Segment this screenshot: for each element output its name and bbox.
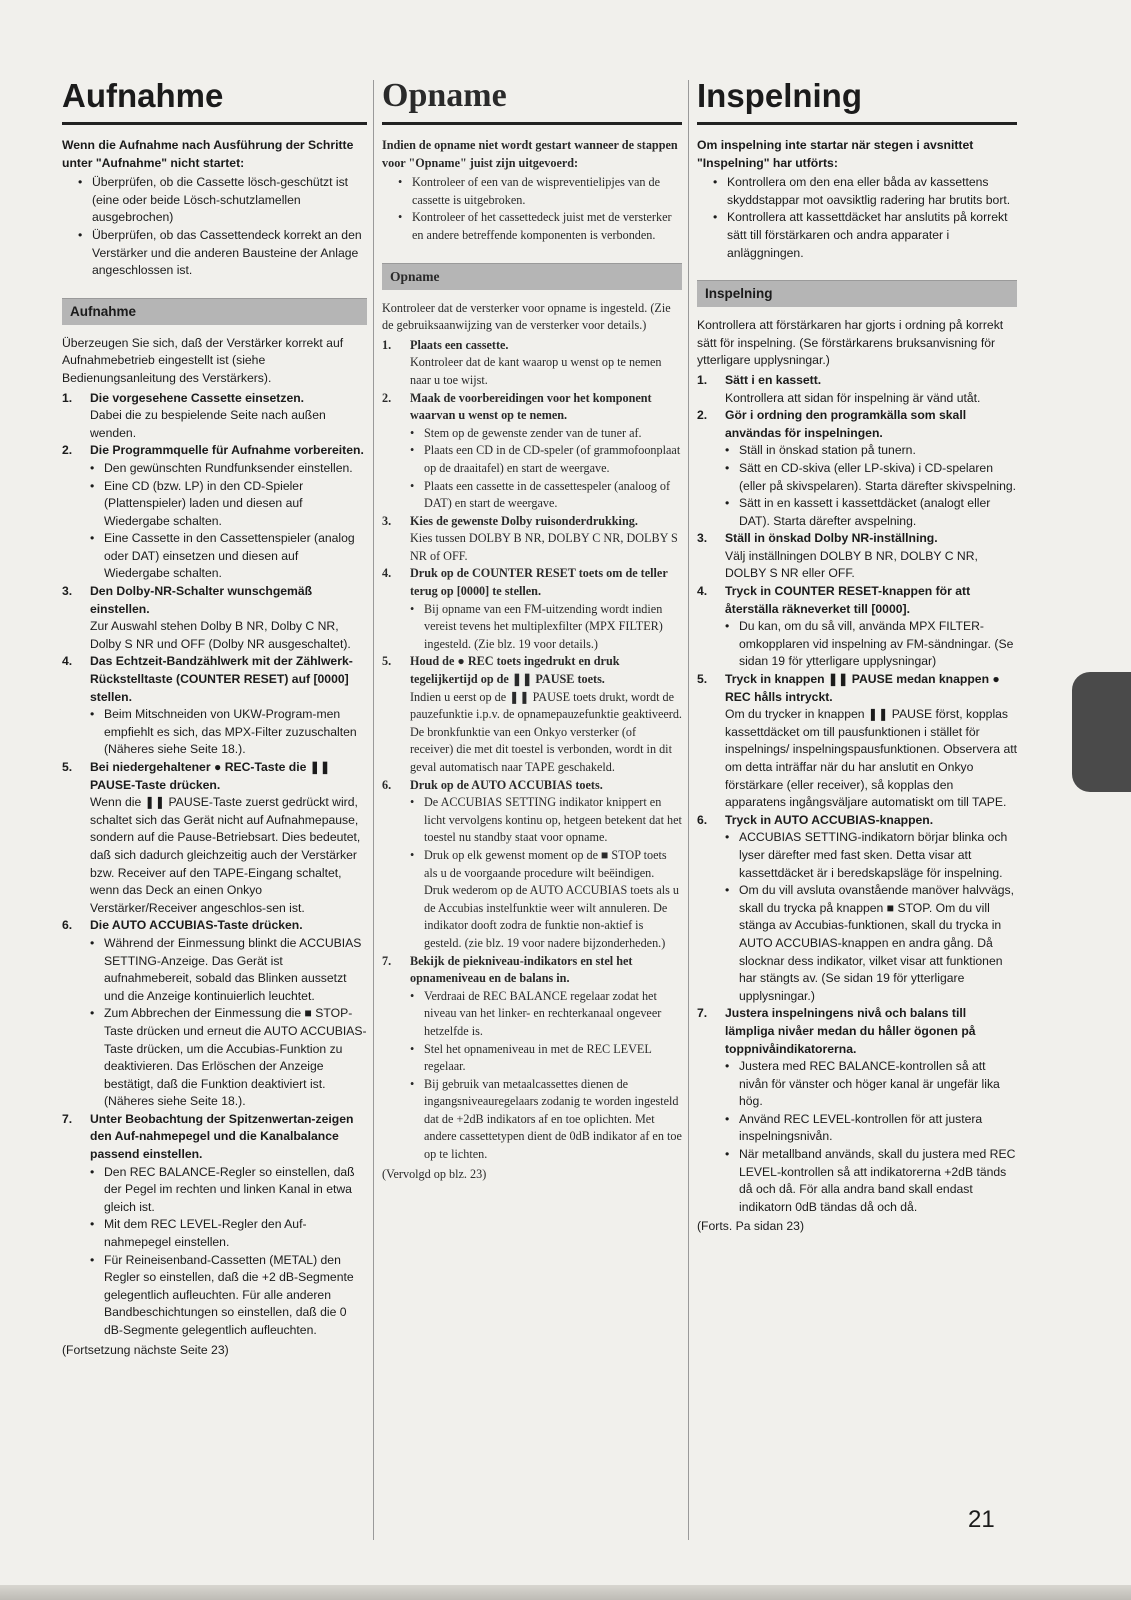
step-number: 3. (62, 584, 73, 599)
step-heading: Die AUTO ACCUBIAS-Taste drücken. (90, 918, 303, 933)
troubleshooting-intro: Indien de opname niet wordt gestart wanneer de stappen voor "Opname" juist zijn uitgevoerd: (382, 138, 678, 170)
step-bullets (410, 988, 682, 1164)
step-heading: Druk op de COUNTER RESET toets om de teller terug op [0000] te stellen. (410, 566, 668, 599)
step-heading: Das Echtzeit-Bandzählwerk mit der Zählwerk-Rückstelltaste (COUNTER RESET) auf [0000] stellen. (90, 654, 353, 704)
step-number: 7. (697, 1006, 708, 1021)
step-bullet: • Druk op elk gewenst moment op de ■ STOP toets als u de voorgaande procedure wilt beëindigen. Druk wederom op de AUTO ACCUBIAS toets als u de Accubias instelfunktie weer wilt annuleren. De indikator dooft zodra de funktie non-aktief is gesteld. (zie blz. 19 voor nadere bijzonderheden.) (410, 847, 682, 953)
step-heading: Kies de gewenste Dolby ruisonderdrukking. (410, 513, 638, 528)
troubleshooting-intro: Wenn die Aufnahme nach Ausführung der Schritte unter "Aufnahme" nicht startet: (62, 138, 354, 170)
step-bullet: • Den REC BALANCE-Regler so einstellen, daß der Pegel im rechten und linken Kanal in etwa gleich ist. (90, 1164, 367, 1217)
section-title: Aufnahme (62, 77, 224, 114)
step-number: 6. (382, 777, 392, 792)
step-heading: Unter Beobachtung der Spitzenwertan-zeigen den Auf-nahmepegel und die Kanalbalance passend einstellen. (90, 1111, 354, 1162)
subsection-heading: Aufnahme (62, 298, 367, 325)
troubleshooting-item: • Kontroleer of het cassettedeck juist met de versterker en andere betreffende komponenten is verbonden. (398, 209, 682, 244)
section-title: Opname (382, 77, 507, 114)
step-item (62, 917, 367, 1111)
column-swedish (697, 70, 1017, 1236)
step-item (697, 530, 1017, 583)
step-item (382, 513, 682, 566)
step-bullet: • Beim Mitschneiden von UKW-Program-men empfiehlt es sich, das MPX-Filter zuzuschalten (Näheres siehe Seite 18.). (90, 706, 367, 759)
title-rule (62, 122, 367, 125)
step-heading: Houd de ● REC toets ingedrukt en druk tegelijkertijd op de ❚❚ PAUSE toets. (410, 654, 620, 687)
step-item (382, 565, 682, 653)
step-heading: Tryck in AUTO ACCUBIAS-knappen. (725, 812, 934, 827)
step-bullet: • Om du vill avsluta ovanstående manöver halvvägs, skall du trycka på knappen ■ STOP. Om du vill stänga av Accubias-funktionen, skall du trycka in AUTO ACCUBIAS-knappen en andra gång. Då slocknar dess indikator, vilket visar att funktionen har stängts av. (Se sidan 19 för ytterligare upplysningar.) (725, 882, 1017, 1005)
step-heading: Gör i ordning den programkälla som skall användas för inspelningen. (725, 408, 967, 440)
step-body: Kies tussen DOLBY B NR, DOLBY C NR, DOLBY S NR of OFF. (410, 531, 678, 563)
step-number: 7. (382, 953, 392, 968)
step-bullet: • Sätt in en kassett i kassettdäcket (analogt eller DAT). Starta därefter avspelning. (725, 495, 1017, 530)
step-item (62, 583, 367, 653)
step-number: 1. (697, 372, 708, 387)
step-bullet: • När metallband används, skall du justera med REC LEVEL-kontrollen så att indikatorerna +2dB tänds då och då. För alla andra band skall endast indikatorn 0dB tändas då och då. (725, 1146, 1017, 1216)
step-item (697, 407, 1017, 530)
step-body: Välj inställningen DOLBY B NR, DOLBY C NR, DOLBY S NR eller OFF. (725, 548, 978, 581)
step-heading: Plaats een cassette. (410, 337, 509, 352)
step-number: 1. (62, 390, 73, 405)
step-bullet: • Ställ in önskad station på tunern. (725, 442, 1017, 460)
step-item (62, 1111, 367, 1340)
step-heading: Bekijk de piekniveau-indikators en stel het opnameniveau en de balans in. (410, 953, 633, 986)
troubleshooting-item: • Kontrollera att kassettdäcket har anslutits på korrekt sätt till förstärkaren och andra apparater i anläggningen. (713, 209, 1017, 262)
step-bullet: • Während der Einmessung blinkt die ACCUBIAS SETTING-Anzeige. Das Gerät ist aufnahmebereit, sobald das Blinken aussetzt und die Anzeige kontinuierlich leuchtet. (90, 935, 367, 1005)
troubleshooting-list (62, 174, 367, 280)
step-body: Kontroleer dat de kant waarop u wenst op te nemen naar u toe wijst. (410, 355, 662, 387)
step-bullets (725, 1058, 1017, 1216)
step-number: 3. (382, 513, 392, 528)
troubleshooting-item: • Überprüfen, ob die Cassette lösch-geschützt ist (eine oder beide Lösch-schutzlamellen ausgebrochen) (78, 174, 367, 227)
step-number: 2. (697, 408, 708, 423)
step-bullet: • Bij gebruik van metaalcassettes dienen de ingangsniveauregelaars zodanig te worden ingesteld dat de +2dB indikators af en toe oplichten. Met andere cassettetypen dient de 0dB indikator af en toe op te lichten. (410, 1076, 682, 1164)
step-bullet: • Den gewünschten Rundfunksender einstellen. (90, 460, 367, 478)
step-bullets (410, 425, 682, 513)
step-item (62, 442, 367, 583)
step-body: Om du trycker in knappen ❚❚ PAUSE först, kopplas kassettdäcket om till pausfunktionen i stället för inspelnings/ inspelningspausfunktionen. Observera att om detta inträffar när du har anslutit en Onkyo förstärkare (eller receiver), så kopplas den apparatens ingångsväljare automatiskt om till TAPE. (725, 707, 1018, 810)
section-title: Inspelning (697, 77, 862, 114)
step-number: 4. (62, 654, 73, 669)
step-number: 5. (62, 760, 73, 774)
step-item (697, 583, 1017, 671)
step-number: 5. (697, 672, 708, 687)
intro-text: Kontroleer dat de versterker voor opname is ingesteld. (Zie de gebruiksaanwijzing van de versterker voor details.) (382, 300, 671, 333)
intro-text: Überzeugen Sie sich, daß der Verstärker korrekt auf Aufnahmebetrieb eingestellt ist (siehe Bedienungsanleitung des Verstärkers). (62, 335, 344, 385)
step-bullet: • Sätt en CD-skiva (eller LP-skiva) i CD-spelaren (eller på skivspelaren). Starta därefter skivspelning. (725, 460, 1017, 495)
step-bullet: • Zum Abbrechen der Einmessung die ■ STOP-Taste drücken und erneut die AUTO ACCUBIAS-Taste drücken, um die Accubias-Funktion zu deaktivieren. Das Erlöschen der Anzeige bestätigt, daß die Funktion deaktiviert ist. (Näheres siehe Seite 18.). (90, 1005, 367, 1111)
step-bullet: • Stem op de gewenste zender van de tuner af. (410, 425, 682, 443)
steps-list (62, 390, 367, 1340)
step-bullet: • Plaats een CD in de CD-speler (of grammofoonplaat op de draaitafel) en start de weergave. (410, 442, 682, 477)
step-bullets (725, 442, 1017, 530)
step-item (62, 759, 367, 917)
column-dutch (382, 70, 682, 1183)
step-item (382, 390, 682, 513)
step-number: 5. (382, 654, 392, 669)
step-item (62, 390, 367, 443)
step-bullets (90, 706, 367, 759)
step-bullets (410, 794, 682, 952)
continued-note: (Fortsetzung nächste Seite 23) (62, 1342, 229, 1357)
step-heading: Ställ in önskad Dolby NR-inställning. (725, 531, 938, 546)
step-number: 2. (382, 390, 392, 405)
step-number: 6. (62, 918, 73, 933)
page-number: 21 (968, 1506, 995, 1533)
column-german (62, 70, 367, 1359)
steps-list (697, 372, 1017, 1217)
step-heading: Tryck in knappen ❚❚ PAUSE medan knappen ● REC hålls intryckt. (725, 672, 1000, 704)
step-number: 4. (382, 566, 392, 581)
step-bullets (90, 460, 367, 583)
step-number: 7. (62, 1111, 73, 1126)
continued-note: (Forts. Pa sidan 23) (697, 1219, 805, 1234)
step-body: Dabei die zu bespielende Seite nach außen wenden. (90, 408, 326, 440)
step-item (62, 653, 367, 759)
step-bullets (410, 601, 682, 654)
step-item (697, 372, 1017, 407)
step-bullet: • Bij opname van een FM-uitzending wordt indien vereist tevens het multiplexfilter (MPX FILTER) ingesteld. (Zie blz. 19 voor details.) (410, 601, 682, 654)
step-item (697, 812, 1017, 1006)
step-heading: Den Dolby-NR-Schalter wunschgemäß einstellen. (90, 584, 313, 616)
step-bullets (90, 935, 367, 1111)
troubleshooting-item: • Kontrollera om den ena eller båda av kassettens skyddstappar mot oavsiktlig radering har brutits bort. (713, 174, 1017, 209)
step-body: Kontrollera att sidan för inspelning är vänd utåt. (725, 390, 981, 405)
step-bullet: • ACCUBIAS SETTING-indikatorn börjar blinka och lyser därefter med fast sken. Detta visar att kassettdäcket är i beredskapsläge för inspelning. (725, 829, 1017, 882)
steps-list (382, 337, 682, 1164)
intro-text: Kontrollera att förstärkaren har gjorts i ordning på korrekt sätt för inspelning. (Se förstärkarens bruksanvisning för ytterligare upplysningar.) (697, 318, 1004, 368)
step-bullet: • De ACCUBIAS SETTING indikator knippert en licht vervolgens kontinu op, hetgeen betekent dat het toestel nu standby staat voor opname. (410, 794, 682, 847)
troubleshooting-item: • Kontroleer of een van de wispreventielipjes van de cassette is uitgebroken. (398, 174, 682, 209)
step-bullet: • Für Reineisenband-Cassetten (METAL) den Regler so einstellen, daß die +2 dB-Segmente gelegentlich aufleuchten. Für alle anderen Bandbeschichtungen so einstellen, daß die 0 dB-Segmente gelegentlich aufleuchten. (90, 1252, 367, 1340)
troubleshooting-list (382, 174, 682, 244)
step-bullet: • Justera med REC BALANCE-kontrollen så att nivån för vänster och höger kanal är ungefär lika hög. (725, 1058, 1017, 1111)
step-item (697, 671, 1017, 812)
step-bullet: • Mit dem REC LEVEL-Regler den Auf-nahmepegel einstellen. (90, 1216, 367, 1251)
step-heading: Bei niedergehaltener ● REC-Taste die ❚❚ PAUSE-Taste drücken. (90, 760, 331, 792)
step-number: 2. (62, 443, 73, 458)
title-rule (697, 122, 1017, 125)
step-bullets (725, 618, 1017, 671)
step-body: Wenn die ❚❚ PAUSE-Taste zuerst gedrückt wird, schaltet sich das Gerät nicht auf Aufnahmepause, sondern auf die Pause-Betriebsart. Dies bedeutet, daß sich dadurch gleichzeitig auch der Verstärker bzw. Receiver auf den TAPE-Eingang schaltet, wenn das Deck an einen Onkyo Verstärker/Receiver angeschlos-sen ist. (90, 795, 361, 915)
column-divider-left (373, 80, 374, 1540)
step-heading: Justera inspelningens nivå och balans till lämpliga nivåer medan du håller ögonen på toppnivåindikatorerna. (725, 1006, 976, 1056)
step-bullet: • Eine Cassette in den Cassettenspieler (analog oder DAT) einsetzen und diesen auf Wiedergabe schalten. (90, 530, 367, 583)
subsection-heading: Inspelning (697, 280, 1017, 307)
step-number: 1. (382, 337, 392, 352)
section-thumb-tab (1072, 672, 1131, 792)
column-divider-right (688, 80, 689, 1540)
page-bottom-edge (0, 1585, 1131, 1600)
step-bullet: • Eine CD (bzw. LP) in den CD-Spieler (Plattenspieler) laden und diesen auf Wiedergabe schalten. (90, 478, 367, 531)
step-heading: Sätt i en kassett. (725, 372, 822, 387)
troubleshooting-item: • Überprüfen, ob das Cassettendeck korrekt an den Verstärker und die anderen Bausteine der Anlage angeschlossen ist. (78, 227, 367, 280)
step-heading: Die vorgesehene Cassette einsetzen. (90, 390, 305, 405)
step-bullets (725, 829, 1017, 1005)
step-item (382, 777, 682, 953)
continued-note: (Vervolgd op blz. 23) (382, 1166, 487, 1181)
step-number: 6. (697, 812, 708, 827)
step-bullet: • Använd REC LEVEL-kontrollen för att justera inspelningsnivån. (725, 1111, 1017, 1146)
step-body: Zur Auswahl stehen Dolby B NR, Dolby C NR, Dolby S NR und OFF (Dolby NR ausgeschaltet). (90, 619, 351, 651)
step-item (382, 337, 682, 390)
step-number: 4. (697, 584, 708, 599)
step-item (697, 1005, 1017, 1216)
step-bullet: • Verdraai de REC BALANCE regelaar zodat het niveau van het linker- en rechterkanaal ongeveer hetzelfde is. (410, 988, 682, 1041)
step-bullet: • Stel het opnameniveau in met de REC LEVEL regelaar. (410, 1041, 682, 1076)
step-heading: Maak de voorbereidingen voor het komponent waarvan u wenst op te nemen. (410, 390, 652, 423)
title-rule (382, 122, 682, 125)
step-number: 3. (697, 531, 708, 546)
step-heading: Tryck in COUNTER RESET-knappen för att återställa räkneverket till [0000]. (725, 584, 971, 616)
step-bullet: • Plaats een cassette in de cassettespeler (analoog of DAT) en start de weergave. (410, 478, 682, 513)
step-heading: Druk op de AUTO ACCUBIAS toets. (410, 777, 603, 792)
step-bullets (90, 1164, 367, 1340)
step-item (382, 953, 682, 1164)
subsection-heading: Opname (382, 263, 682, 290)
step-bullet: • Du kan, om du så vill, använda MPX FILTER-omkopplaren vid inspelning av FM-sändningar. (Se sidan 19 för ytterligare upplysningar) (725, 618, 1017, 671)
step-item (382, 653, 682, 776)
step-body: Indien u eerst op de ❚❚ PAUSE toets drukt, wordt de pauzefunktie i.p.v. de opnamepauzefunktie geaktiveerd. De bronkfunktie van een Onkyo versterker (of receiver) die met dit toestel is verbonden, wordt in dit geval automatisch naar TAPE geschakeld. (410, 689, 682, 774)
troubleshooting-list (697, 174, 1017, 262)
troubleshooting-intro: Om inspelning inte startar när stegen i avsnittet "Inspelning" har utförts: (697, 138, 974, 170)
step-heading: Die Programmquelle für Aufnahme vorbereiten. (90, 443, 364, 458)
